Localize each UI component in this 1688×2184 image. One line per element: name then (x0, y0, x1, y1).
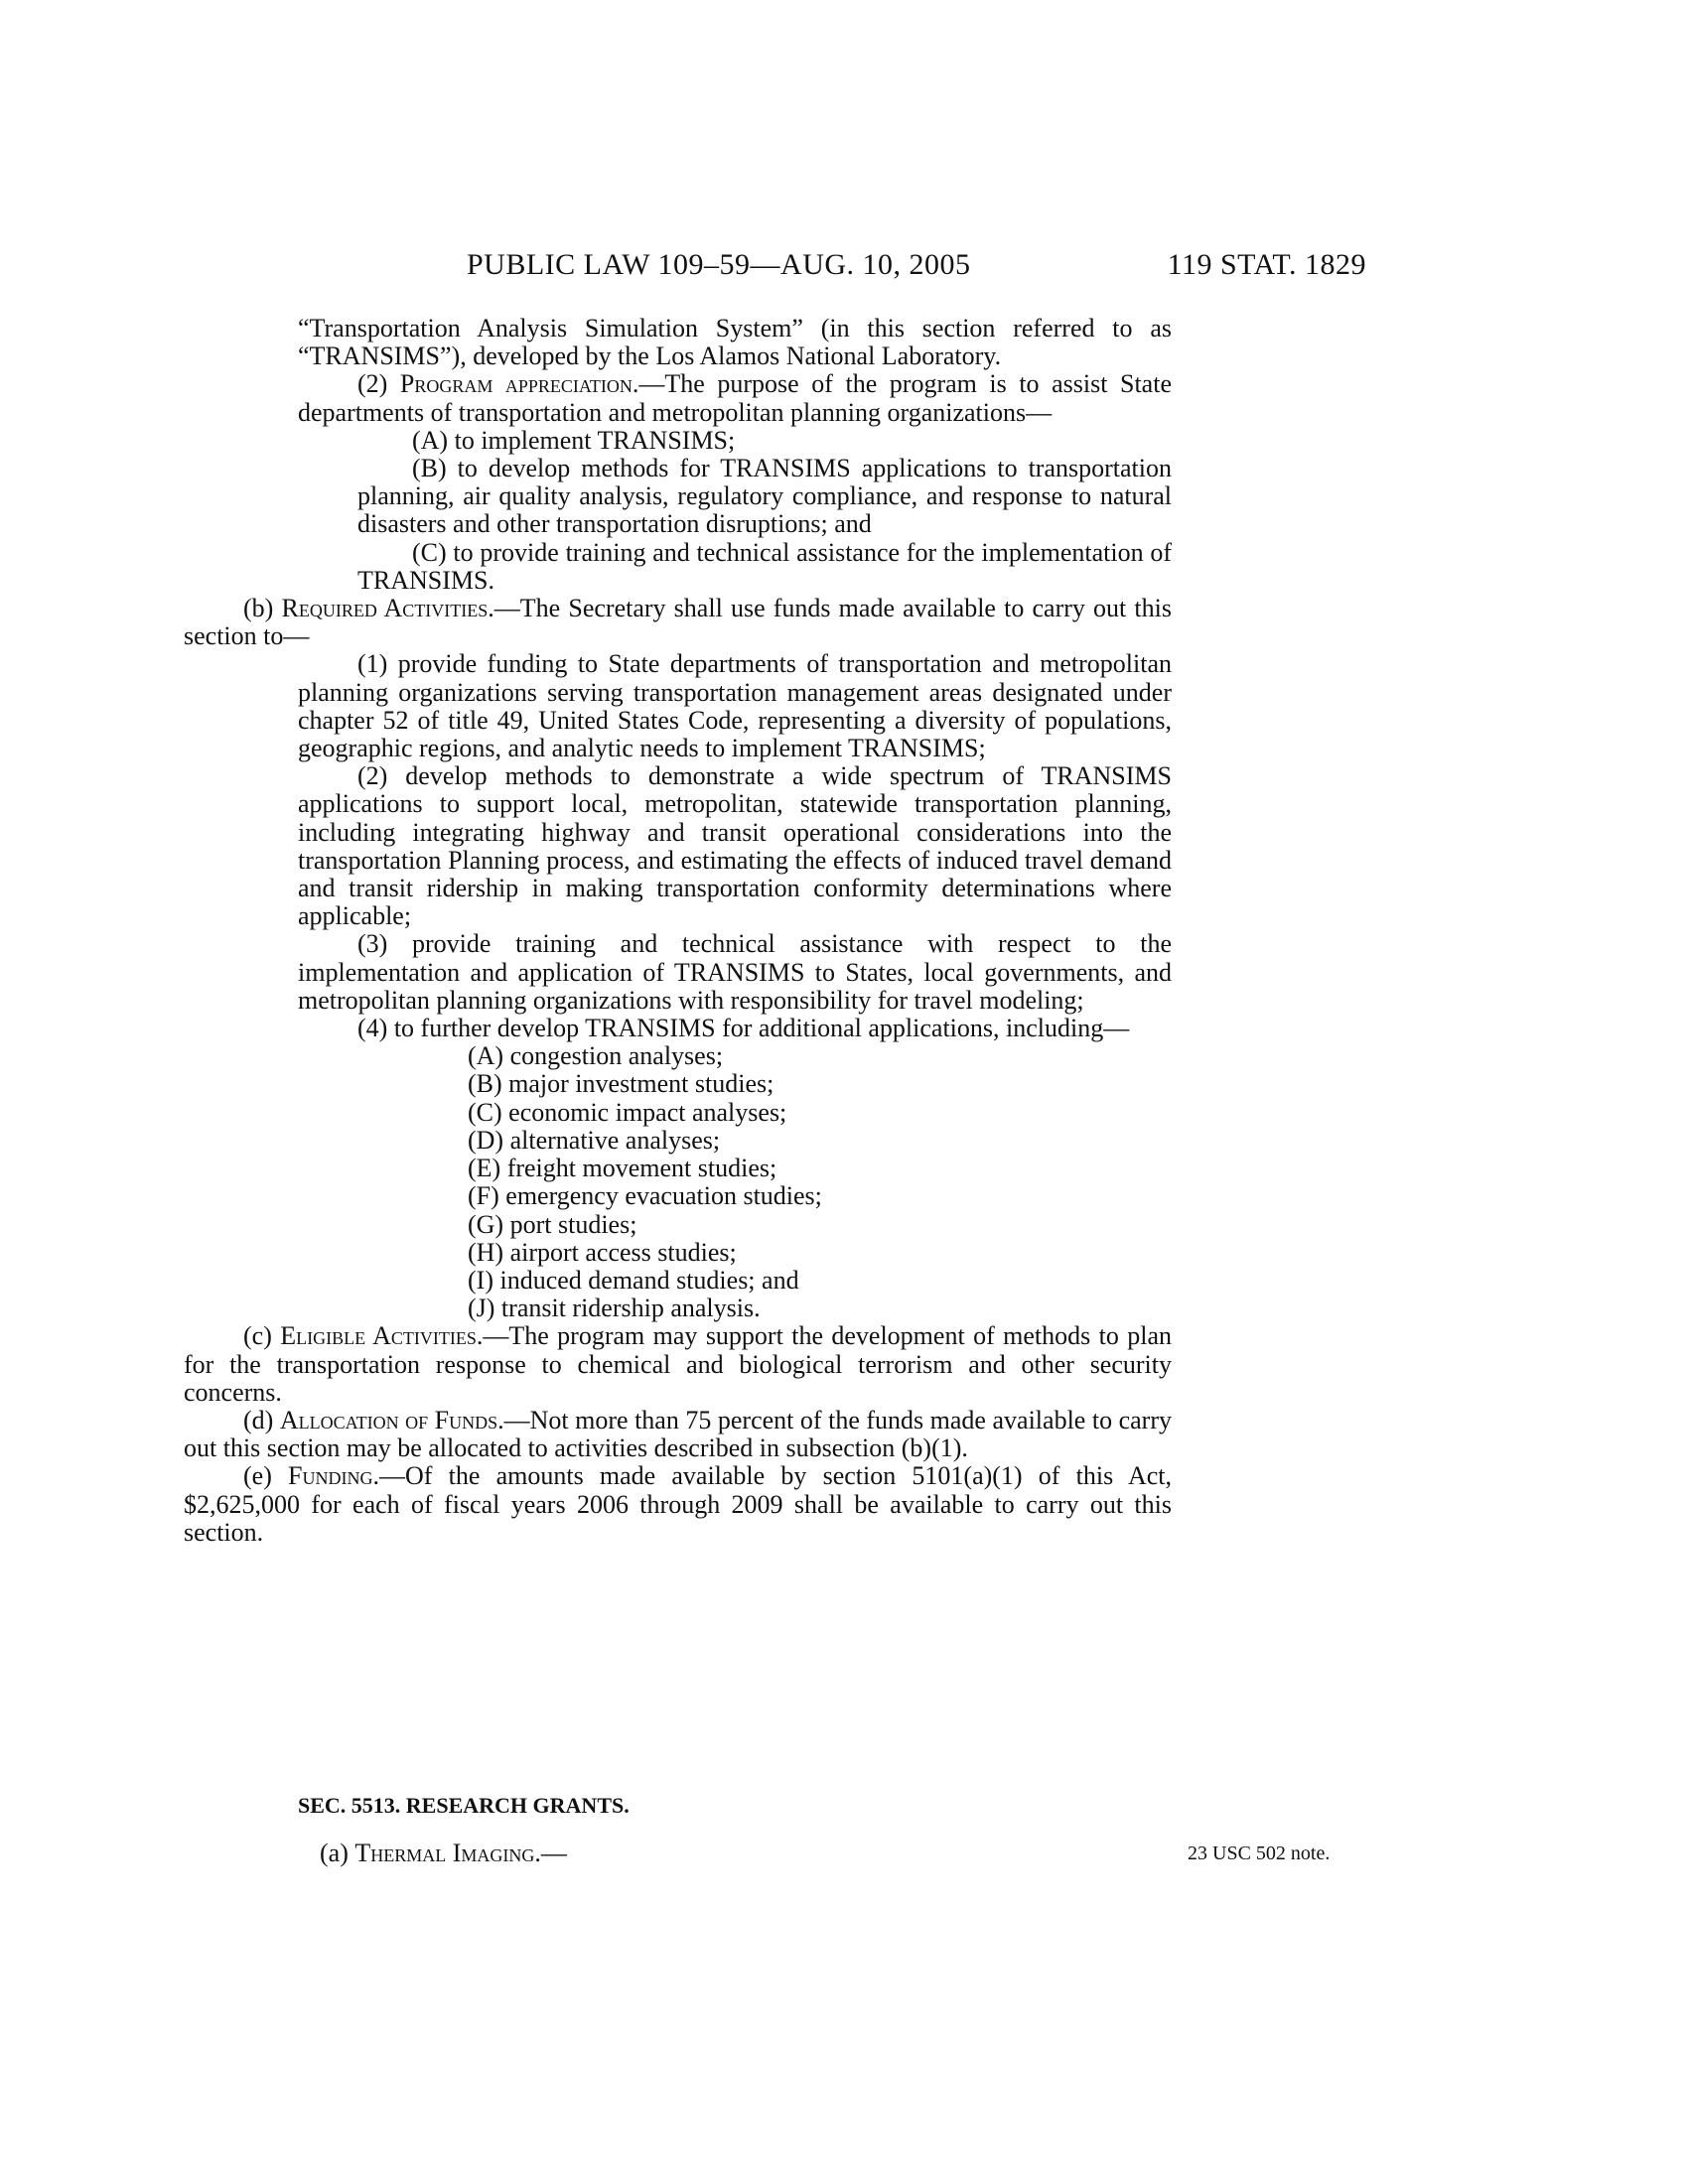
heading-required-activities: Required Activities (281, 594, 489, 623)
clause-2A: (A) to implement TRANSIMS; (412, 425, 736, 455)
subsection-b-required-activities: (b) Required Activities.—The Secretary shall use funds made available to carry out this section to— (184, 594, 1172, 651)
section-heading: SEC. 5513. RESEARCH GRANTS. (298, 1793, 630, 1818)
clause-2B: (B) to develop methods for TRANSIMS applications to transportation planning, air quality analysis, regulatory compliance, and response to natural disasters and other transportation disruptions; and (357, 454, 1172, 539)
list-item: (G) port studies; (468, 1209, 637, 1239)
running-title: PUBLIC LAW 109–59—AUG. 10, 2005 (467, 248, 971, 281)
subsection-d-allocation-of-funds: (d) Allocation of Funds.—Not more than 75 percent of the funds made available to carry out this section may be allocated to activities described in subsection (b)(1). (184, 1405, 1172, 1463)
paragraph-b2: (2) develop methods to demonstrate a wide spectrum of TRANSIMS applications to support local, metropolitan, statewide transportation planning, including integrating highway and transit operational considerations into the transportation Planning process, and estimating the effects of induced travel demand and transit ridership in making transportation conformity determinations where applicable; (298, 761, 1172, 931)
list-item: (D) alternative analyses; (468, 1125, 721, 1155)
list-item: (F) emergency evacuation studies; (468, 1181, 822, 1211)
statute-body (184, 314, 1173, 1547)
paragraph-b1: (1) provide funding to State departments of transportation and metropolitan planning organizations serving transportation management areas designated under chapter 52 of title 49, United States Code, representing a diversity of populations, geographic regions, and analytic needs to implement TRANSIMS; (298, 649, 1172, 763)
clause-2C: (C) to provide training and technical assistance for the implementation of TRANSIMS. (357, 537, 1172, 595)
list-item: (C) economic impact analyses; (468, 1097, 787, 1127)
heading-funding: Funding (288, 1461, 373, 1491)
paragraph-b4: (4) to further develop TRANSIMS for additional applications, including— (357, 1014, 1130, 1043)
heading-thermal-imaging: Thermal Imaging (354, 1839, 535, 1867)
subsection-e-funding: (e) Funding.—Of the amounts made available by section 5101(a)(1) of this Act, $2,625,000 for each of fiscal years 2006 through 2009 shall be available to carry out this section. (184, 1461, 1172, 1547)
paragraph-2-program-appreciation: (2) Program appreciation.—The purpose of the program is to assist State departments of transportation and metropolitan planning organizations— (298, 369, 1172, 427)
list-item: (E) freight movement studies; (468, 1154, 777, 1183)
list-item: (B) major investment studies; (468, 1069, 774, 1099)
list-item: (J) transit ridership analysis. (468, 1294, 761, 1323)
subsection-a-thermal-imaging: (a) Thermal Imaging.— (320, 1839, 567, 1867)
paragraph-continuation: “Transportation Analysis Simulation System” (in this section referred to as “TRANSIMS”), developed by the Los Alamos National Laboratory. (298, 314, 1172, 371)
margin-note: 23 USC 502 note. (1188, 1843, 1331, 1864)
heading-program-appreciation: Program appreciation (399, 369, 633, 399)
page-header (0, 248, 1688, 288)
list-item: (A) congestion analyses; (468, 1041, 724, 1071)
list-item: (I) induced demand studies; and (468, 1265, 799, 1295)
subsection-c-eligible-activities: (c) Eligible Activities.—The program may support the development of methods to plan for the transportation response to chemical and biological terrorism and other security concerns. (184, 1321, 1173, 1407)
paragraph-b3: (3) provide training and technical assistance with respect to the implementation and application of TRANSIMS to States, local governments, and metropolitan planning organizations with responsibility for travel modeling; (298, 929, 1172, 1015)
list-item: (H) airport access studies; (468, 1237, 737, 1267)
heading-eligible-activities: Eligible Activities (280, 1321, 477, 1351)
stat-page-number: 119 STAT. 1829 (1167, 248, 1366, 281)
heading-allocation-of-funds: Allocation of Funds (279, 1405, 498, 1434)
